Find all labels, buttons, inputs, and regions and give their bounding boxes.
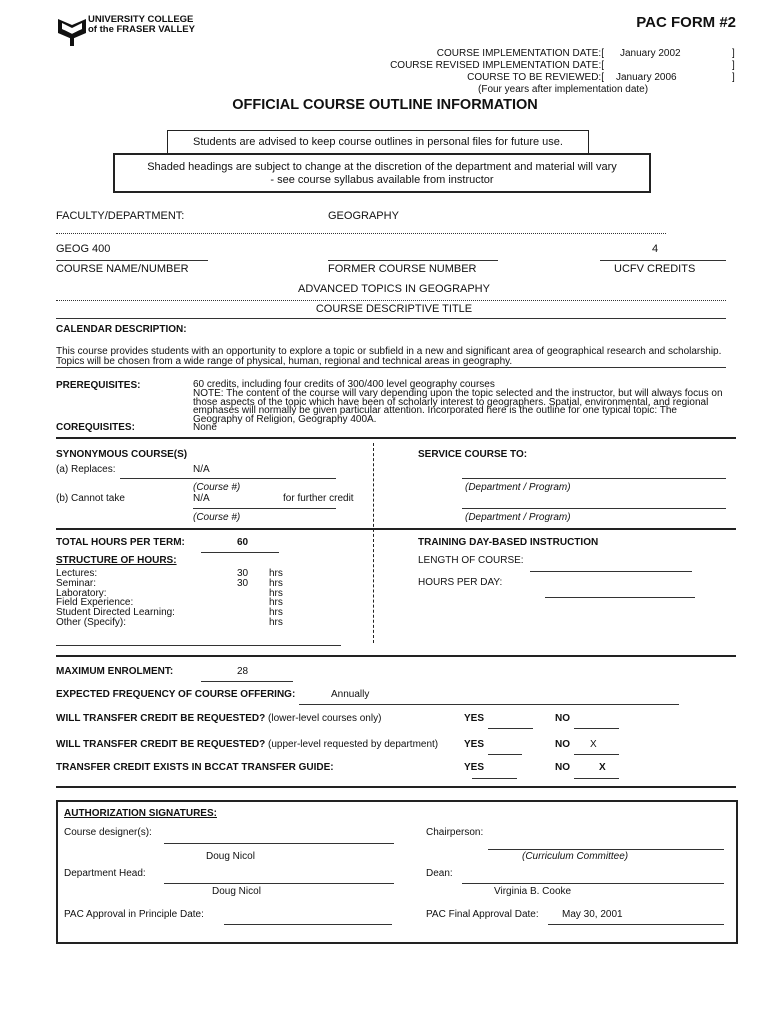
yes-underline <box>488 754 522 755</box>
transfer-q2-bold: WILL TRANSFER CREDIT BE REQUESTED? <box>56 739 266 750</box>
training-label: TRAINING DAY-BASED INSTRUCTION <box>418 537 599 548</box>
replaces-label: (a) Replaces: <box>56 464 116 475</box>
faculty-label: FACULTY/DEPARTMENT: <box>56 210 185 222</box>
form-title: PAC FORM #2 <box>636 14 736 31</box>
transfer-q1-rest: (lower-level courses only) <box>265 713 382 724</box>
department-head-name: Doug Nicol <box>212 886 261 897</box>
no-label: NO <box>555 739 570 750</box>
notice-text-2a: Shaded headings are subject to change at the discretion of the department and material will vary <box>147 161 617 173</box>
hours-row-label: Seminar: <box>56 577 97 589</box>
no-label: NO <box>555 762 570 773</box>
no-label: NO <box>555 713 570 724</box>
hours-row-label: Field Experience: <box>56 597 134 609</box>
total-hours-underline <box>201 552 279 553</box>
main-title: OFFICIAL COURSE OUTLINE INFORMATION <box>232 97 538 113</box>
transfer-q2 <box>56 739 438 750</box>
hours-row-unit: hrs <box>269 577 283 589</box>
total-hours-label: TOTAL HOURS PER TERM: <box>56 537 185 548</box>
transfer-q1 <box>56 713 381 724</box>
transfer-q3: TRANSFER CREDIT EXISTS IN BCCAT TRANSFER GUIDE: <box>56 762 334 773</box>
hours-row-unit: hrs <box>269 616 283 628</box>
ucfv-crest-icon <box>56 15 88 47</box>
calendar-line-1: This course provides students with an opportunity to explore a topic or subfield in a new and significant area of geographical research and scholarship. <box>56 346 722 357</box>
yes-underline <box>488 728 533 729</box>
transfer-q2-rest: (upper-level requested by department) <box>265 739 439 750</box>
total-hours-value: 60 <box>237 537 249 548</box>
frequency-value: Annually <box>331 689 370 700</box>
synonymous-label: SYNONYMOUS COURSE(S) <box>56 449 188 460</box>
authorization-box <box>56 800 738 944</box>
pac-final-label: PAC Final Approval Date: <box>426 909 539 920</box>
column-divider <box>373 443 374 643</box>
replaces-value: N/A <box>193 464 210 475</box>
former-number-underline <box>328 260 498 261</box>
frequency-underline <box>299 704 679 705</box>
hours-values <box>237 569 248 589</box>
notice-text-1: Students are advised to keep course outlines in personal files for future use. <box>193 136 563 148</box>
structure-label: STRUCTURE OF HOURS: <box>56 555 177 566</box>
hours-row-value: 30 <box>237 577 249 589</box>
course-number-label: COURSE NAME/NUMBER <box>56 263 189 275</box>
calendar-line-2: Topics will be chosen from a wide range of physical, human, regional and technical areas in geography. <box>56 356 513 367</box>
bracket-close: ] <box>732 72 735 83</box>
credits-underline <box>600 260 726 261</box>
section-divider-thick <box>56 655 736 657</box>
replaces-underline <box>120 478 336 479</box>
chair-signature-line[interactable] <box>488 849 724 850</box>
hours-per-day-label: HOURS PER DAY: <box>418 577 503 588</box>
no-underline <box>574 728 619 729</box>
calendar-label: CALENDAR DESCRIPTION: <box>56 324 187 335</box>
review-date-value: January 2006 <box>616 72 677 83</box>
yes-underline <box>472 778 517 779</box>
corequisites-value: None <box>193 422 217 433</box>
faculty-underline <box>56 233 666 234</box>
department-head-label: Department Head: <box>64 868 146 879</box>
service-underline-1 <box>462 478 726 479</box>
course-hint-1: (Course #) <box>193 482 241 493</box>
pac-approval-label: PAC Approval in Principle Date: <box>64 909 204 920</box>
section-divider-thick <box>56 437 736 439</box>
hours-row-unit: hrs <box>269 607 283 619</box>
hours-row-unit: hrs <box>269 568 283 579</box>
hours-row-unit: hrs <box>269 597 283 609</box>
authorization-title: AUTHORIZATION SIGNATURES: <box>64 808 217 819</box>
chair-name: (Curriculum Committee) <box>522 851 629 862</box>
prerequisites-line-2: NOTE: The content of the course will vary depending upon the topic selected and the instructor, but will always focus on <box>193 388 723 399</box>
enrolment-underline <box>201 681 293 682</box>
no-underline <box>574 778 619 779</box>
notice-text-2b: - see course syllabus available from instructor <box>270 174 494 186</box>
department-hint-1: (Department / Program) <box>465 482 571 493</box>
course-title-value: ADVANCED TOPICS IN GEOGRAPHY <box>298 283 490 295</box>
ucfv-logo <box>56 15 88 47</box>
notice-box-2 <box>113 153 651 193</box>
section-divider <box>56 318 726 319</box>
further-credit-label: for further credit <box>283 493 354 504</box>
yes-label: YES <box>464 739 485 750</box>
bracket-close: ] <box>732 60 735 71</box>
service-underline-2 <box>462 508 726 509</box>
other-specify-underline <box>56 645 341 646</box>
notice-box-1 <box>167 130 589 154</box>
dean-name: Virginia B. Cooke <box>494 886 572 897</box>
course-number-underline <box>56 260 208 261</box>
pac-final-line[interactable] <box>548 924 724 925</box>
pac-final-value: May 30, 2001 <box>562 909 623 920</box>
corequisites-label: COREQUISITES: <box>56 422 135 433</box>
yes-label: YES <box>464 762 485 773</box>
course-number-value: GEOG 400 <box>56 243 111 255</box>
course-designer-label: Course designer(s): <box>64 827 152 838</box>
implementation-date-label: COURSE IMPLEMENTATION DATE:[ <box>436 48 604 59</box>
hours-row-label: Lectures: <box>56 568 98 579</box>
implementation-date-value: January 2002 <box>620 48 681 59</box>
hours-labels <box>56 569 175 628</box>
department-hint-2: (Department / Program) <box>465 512 571 523</box>
frequency-label: EXPECTED FREQUENCY OF COURSE OFFERING: <box>56 689 296 700</box>
prerequisites-line-1: 60 credits, including four credits of 300/400 level geography courses <box>193 379 495 390</box>
service-course-label: SERVICE COURSE TO: <box>418 449 528 460</box>
transfer-q1-bold: WILL TRANSFER CREDIT BE REQUESTED? <box>56 713 266 724</box>
dean-label: Dean: <box>426 868 453 879</box>
no-mark: X <box>599 762 606 773</box>
review-note: (Four years after implementation date) <box>478 84 649 95</box>
cannot-take-label: (b) Cannot take <box>56 493 125 504</box>
hours-units <box>269 569 283 628</box>
hours-row-unit: hrs <box>269 587 283 599</box>
dean-signature-line[interactable] <box>462 883 724 884</box>
cannot-take-underline <box>193 508 336 509</box>
hours-row-label: Student Directed Learning: <box>56 607 175 619</box>
max-enrolment-value: 28 <box>237 666 249 677</box>
course-title-label: COURSE DESCRIPTIVE TITLE <box>315 303 473 315</box>
per-day-underline <box>545 597 695 598</box>
section-divider-thick <box>56 786 736 788</box>
prerequisites-line-5: Geography of Religion, Geography 400A. <box>193 414 377 425</box>
cannot-take-value: N/A <box>193 493 210 504</box>
bracket-close: ] <box>732 48 735 59</box>
length-of-course-label: LENGTH OF COURSE: <box>418 555 524 566</box>
yes-label: YES <box>464 713 485 724</box>
chairperson-label: Chairperson: <box>426 827 484 838</box>
designer-name: Doug Nicol <box>206 851 255 862</box>
former-number-label: FORMER COURSE NUMBER <box>328 263 477 275</box>
credits-value: 4 <box>652 243 659 255</box>
prerequisites-line-3: those aspects of the topic which have been of scholarly interest to geographers. Spatial, environmental, and regional <box>193 397 709 408</box>
logo-line1: UNIVERSITY COLLEGE <box>88 14 194 25</box>
pac-approval-line[interactable] <box>224 924 392 925</box>
prerequisites-line-4: emphases will normally be given particular attention. Incorporated here is the outline for one typical topic: The <box>193 405 677 416</box>
hours-row-label: Other (Specify): <box>56 616 127 628</box>
logo-line2: of the FRASER VALLEY <box>88 24 195 35</box>
section-divider-thick <box>56 528 736 530</box>
designer-signature-line[interactable] <box>164 843 394 844</box>
prerequisites-label: PREREQUISITES: <box>56 380 141 391</box>
faculty-value: GEOGRAPHY <box>328 210 399 222</box>
max-enrolment-label: MAXIMUM ENROLMENT: <box>56 666 174 677</box>
head-signature-line[interactable] <box>164 883 394 884</box>
hours-row-label: Laboratory: <box>56 587 107 599</box>
section-divider <box>56 367 726 368</box>
course-title-underline <box>56 300 726 301</box>
no-underline <box>574 754 619 755</box>
review-date-label: COURSE TO BE REVIEWED:[ <box>467 72 604 83</box>
credits-label: UCFV CREDITS <box>614 263 696 275</box>
hours-row-value: 30 <box>237 568 249 579</box>
length-underline <box>530 571 692 572</box>
course-hint-2: (Course #) <box>193 512 241 523</box>
revised-date-label: COURSE REVISED IMPLEMENTATION DATE:[ <box>390 60 604 71</box>
no-mark: X <box>590 739 597 750</box>
